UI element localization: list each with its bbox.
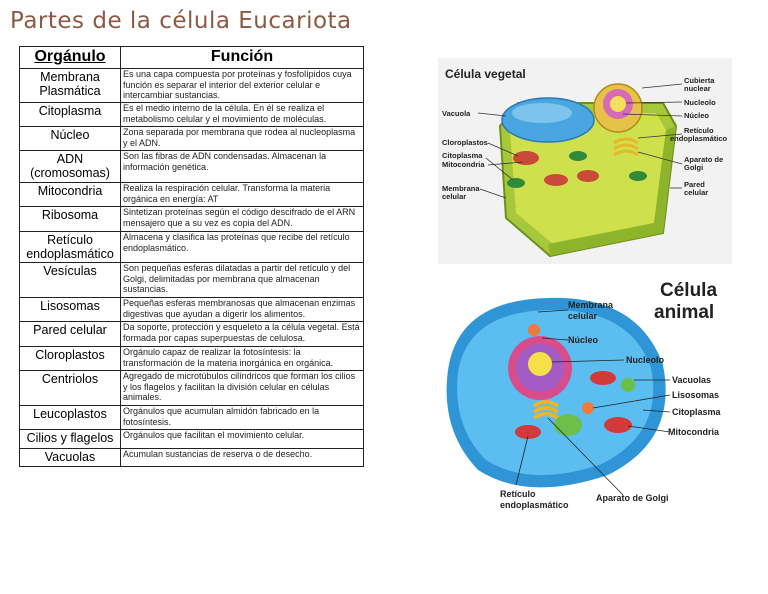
- label-citoplasma-animal: Citoplasma: [672, 407, 721, 417]
- table-row: [20, 207, 364, 232]
- header-funcion: Función: [121, 47, 364, 69]
- plant-cell-panel: [438, 58, 732, 264]
- animal-cell-diagram: [438, 270, 738, 520]
- table-row: [20, 232, 364, 263]
- organelle-name: Pared celular: [20, 322, 121, 347]
- organelle-function: Son pequeñas esferas dilatadas a partir del retículo y del Golgi, delimitadas por membrana que almacenan sustancias.: [121, 263, 364, 298]
- organelle-function: Son las fibras de ADN condensadas. Almacenan la información genética.: [121, 151, 364, 183]
- organelle-name: ADN (cromosomas): [20, 151, 121, 183]
- label-nucleo: Núcleo: [684, 111, 710, 120]
- animal-title-1: Célula: [660, 280, 718, 301]
- organelle-function: Zona separada por membrana que rodea al nucleoplasma y el ADN.: [121, 127, 364, 151]
- header-organulo: Orgánulo: [20, 47, 121, 69]
- mitochondria-shape: [544, 174, 568, 186]
- animal-title-2: animal: [654, 302, 715, 323]
- mitochondria-shape: [577, 170, 599, 182]
- organelle-name: Citoplasma: [20, 103, 121, 127]
- organelle-function: Sintetizan proteínas según el código descifrado de el ARN mensajero que a su vez es copia del ADN.: [121, 207, 364, 232]
- lysosome-shape: [582, 402, 594, 414]
- vacuole-shape: [554, 414, 582, 436]
- table-row: [20, 151, 364, 183]
- label-reticulo-animal: Retículo endoplasmático: [500, 489, 569, 510]
- table-row: [20, 322, 364, 347]
- organelle-table: [19, 46, 364, 467]
- label-nucleolo: Nucleolo: [684, 98, 716, 107]
- organelle-function: Orgánulos que acumulan almidón fabricado en la fotosíntesis.: [121, 406, 364, 430]
- organelle-name: Centriolos: [20, 371, 121, 406]
- label-vacuolas: Vacuolas: [672, 375, 712, 385]
- label-golgi: Aparato de Golgi: [684, 155, 724, 172]
- label-membrana: Membrana celular: [442, 184, 480, 201]
- label-nucleolo-animal: Nucleolo: [626, 355, 665, 365]
- label-cubierta: Cubierta nuclear: [684, 76, 715, 93]
- table-row: [20, 69, 364, 103]
- lysosome-shape: [528, 324, 540, 336]
- label-membrana-animal: Membrana celular: [568, 300, 614, 321]
- label-pared: Pared celular: [684, 180, 709, 197]
- mitochondria-shape: [590, 371, 616, 385]
- organelle-function: Almacena y clasifica las proteínas que recibe del retículo endoplasmático.: [121, 232, 364, 263]
- chloroplast-shape: [569, 151, 587, 161]
- plant-cell-diagram: [438, 58, 732, 264]
- label-mitocondria: Mitocondria: [442, 160, 485, 169]
- page-title: Partes de la célula Eucariota: [10, 8, 352, 34]
- organelle-function: Agregado de microtúbulos cilíndricos que forman los cilios y los flagelos y facilitan la división celular en células animales.: [121, 371, 364, 406]
- chloroplast-shape: [507, 178, 525, 188]
- organelle-name: Retículo endoplasmático: [20, 232, 121, 263]
- label-nucleo-animal: Núcleo: [568, 335, 599, 345]
- organelle-name: Membrana Plasmática: [20, 69, 121, 103]
- table-row: [20, 371, 364, 406]
- organelle-function: Orgánulo capaz de realizar la fotosíntesis: la transformación de la materia inorgánica en orgánica.: [121, 347, 364, 371]
- organelle-name: Vesículas: [20, 263, 121, 298]
- table-row: [20, 430, 364, 449]
- organelle-name: Lisosomas: [20, 298, 121, 322]
- table-row: [20, 449, 364, 467]
- vacuole-shape: [621, 378, 635, 392]
- label-vacuola: Vacuola: [442, 109, 471, 118]
- organelle-name: Leucoplastos: [20, 406, 121, 430]
- organelle-function: Es el medio interno de la célula. En él se realiza el metabolismo celular y el movimiento de moléculas.: [121, 103, 364, 127]
- table-row: [20, 183, 364, 207]
- label-golgi-animal: Aparato de Golgi: [596, 493, 669, 503]
- organelle-function: Da soporte, protección y esqueleto a la célula vegetal. Está formada por capas superpuestas de celulosa.: [121, 322, 364, 347]
- chloroplast-shape: [629, 171, 647, 181]
- table-row: [20, 406, 364, 430]
- label-lisosomas: Lisosomas: [672, 390, 720, 400]
- table-row: [20, 263, 364, 298]
- table-row: [20, 103, 364, 127]
- organelle-function: Pequeñas esferas membranosas que almacenan enzimas digestivas que ayudan a digerir los alimentos.: [121, 298, 364, 322]
- organelle-name: Vacuolas: [20, 449, 121, 467]
- animal-nucleolus-shape: [528, 352, 552, 376]
- organelle-name: Núcleo: [20, 127, 121, 151]
- organelle-name: Ribosoma: [20, 207, 121, 232]
- organelle-function: Realiza la respiración celular. Transforma la materia orgánica en energía: AT: [121, 183, 364, 207]
- animal-cell-panel: [438, 270, 738, 520]
- label-reticulo: Retículo endoplasmático: [670, 126, 728, 143]
- organelle-name: Mitocondria: [20, 183, 121, 207]
- plant-nucleolus-shape: [610, 96, 626, 112]
- table-row: [20, 127, 364, 151]
- label-mitocondria-animal: Mitocondria: [668, 427, 719, 437]
- mitochondria-shape: [604, 417, 632, 433]
- organelle-name: Cloroplastos: [20, 347, 121, 371]
- organelle-function: Orgánulos que facilitan el movimiento celular.: [121, 430, 364, 449]
- table-header-row: [20, 47, 364, 69]
- table-row: [20, 298, 364, 322]
- plant-title: Célula vegetal: [445, 67, 526, 81]
- organelle-function: Es una capa compuesta por proteínas y fosfolípidos cuya función es separar el interior del exterior celular e intercambiar sustancias.: [121, 69, 364, 103]
- organelle-name: Cilios y flagelos: [20, 430, 121, 449]
- label-citoplasma: Citoplasma: [442, 151, 483, 160]
- vacuole-highlight: [512, 103, 572, 123]
- table-row: [20, 347, 364, 371]
- organelle-function: Acumulan sustancias de reserva o de desecho.: [121, 449, 364, 467]
- label-cloroplastos: Cloroplastos: [442, 138, 488, 147]
